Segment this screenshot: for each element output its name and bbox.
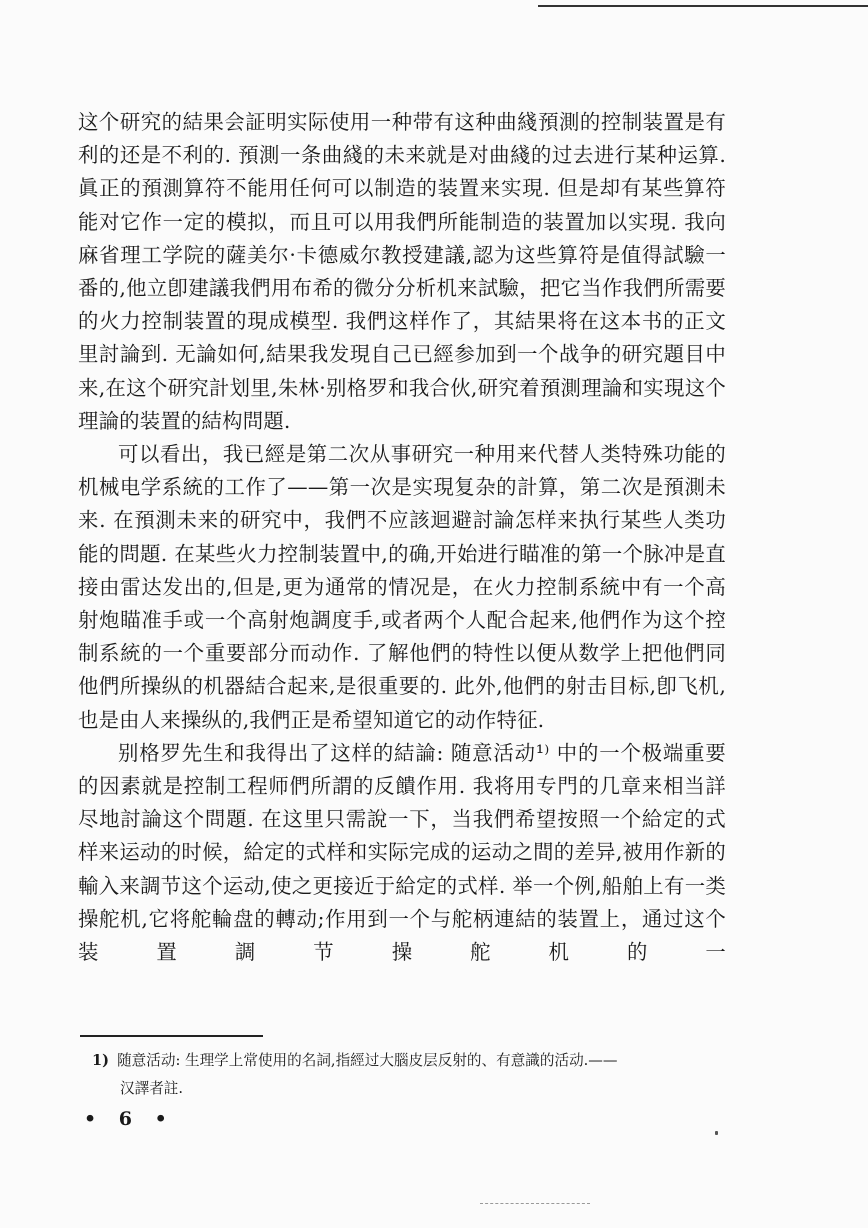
footnote-text-continued: 汉譯者註. [120,1080,184,1097]
page-number: • 6 • [84,1108,175,1130]
scan-bottom-marks [480,1203,590,1207]
footnote-rule [80,1035,263,1037]
paragraph-3: 别格罗先生和我得出了这样的結論: 随意活动¹⁾ 中的一个极端重要的因素就是控制工程师們所謂的反饋作用. 我将用专門的几章来相当詳尽地討論这个問題. 在这里只需說一下，当我們希望按照一个給定的式样来运动的时候，給定的式样和实际完成的运动之間的差异,被用作新的輸入来調节这个运动,使之更接近于給定的式样. 举一个例,船舶上有一类操舵机,它将舵輪盘的轉动;作用到一个与舵柄連結的装置上，通过这个装置調节操舵机的一 [78,740,726,965]
paragraph-1: 这个研究的結果会証明实际使用一种带有这种曲綫預測的控制装置是有利的还是不利的. 預測一条曲綫的未来就是对曲綫的过去进行某种运算. 眞正的預測算符不能用任何可以制造的装置来实現. 但是却有某些算符能对它作一定的模拟，而且可以用我們所能制造的装置加以实現. 我向麻省理工学院的薩美尔·卡德威尔教授建議,認为这些算符是值得試驗一番的,他立卽建議我們用布希的微分分析机来試驗，把它当作我們所需要的火力控制装置的現成模型. 我們这样作了，其結果将在这本书的正文里討論到. 无論如何,結果我发現自己已經参加到一个战争的研究題目中来,在这个研究計划里,朱林·别格罗和我合伙,研究着預測理論和实現这个理論的装置的結构問題. [78,110,726,433]
paragraph-2: 可以看出，我已經是第二次从事研究一种用来代替人类特殊功能的机械电学系統的工作了——第一次是实現复杂的計算，第二次是預測未来. 在預測未来的研究中，我們不应該迴避討論怎样来执行某些人类功能的問題. 在某些火力控制装置中,的确,开始进行瞄准的第一个脉冲是直接由雷达发出的,但是,更为通常的情况是，在火力控制系統中有一个高射炮瞄准手或一个高射炮調度手,或者两个人配合起来,他們作为这个控制系統的一个重要部分而动作. 了解他們的特性以便从数学上把他們同他們所操纵的机器結合起来,是很重要的. 此外,他們的射击目标,卽飞机,也是由人来操纵的,我們正是希望知道它的动作特征. [78,442,726,732]
page-body [78,106,726,969]
footnote [92,1047,726,1103]
footnote-text: 随意活动: 生理学上常使用的名詞,指經过大腦皮层反射的、有意識的活动.—— [117,1052,618,1069]
header-rule [538,5,868,7]
footnote-number: 1) [92,1052,110,1069]
scan-speck [715,1131,718,1135]
